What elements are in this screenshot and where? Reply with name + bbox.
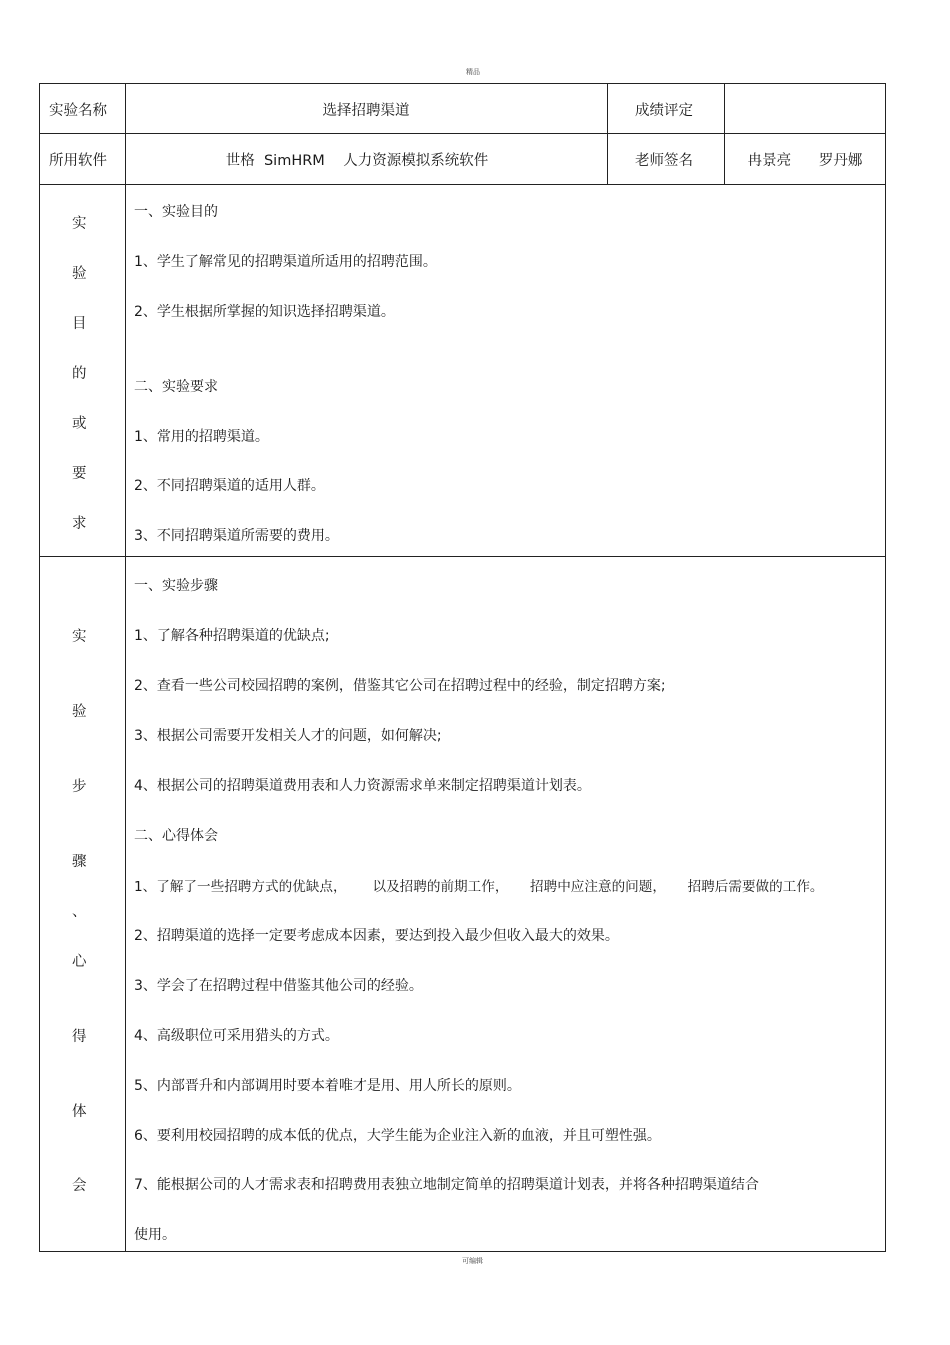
section2-line: 7、能根据公司的人才需求表和招聘费用表独立地制定简单的招聘渠道计划表，并将各种招聘渠道结合 [134, 1177, 759, 1193]
experiment-name-value: 选择招聘渠道 [322, 103, 410, 119]
teacher-signature-label: 老师签名 [635, 153, 693, 169]
section2-line: 1、了解了一些招聘方式的优缺点， 以及招聘的前期工作， 招聘中应注意的问题， 招聘后需要做的工作。 [134, 879, 824, 895]
section2-line: 4、高级职位可采用猎头的方式。 [134, 1028, 339, 1044]
column-divider [125, 83, 126, 1252]
section2-side-char: 得 [72, 1029, 87, 1045]
software-label: 所用软件 [49, 153, 107, 169]
section1-heading: 一、实验目的 [134, 204, 218, 220]
section2-side-char: 体 [72, 1104, 87, 1120]
section1-side-char: 求 [72, 516, 87, 532]
section1-line: 2、不同招聘渠道的适用人群。 [134, 478, 325, 494]
section1-side-char: 或 [72, 416, 87, 432]
section2-line: 3、学会了在招聘过程中借鉴其他公司的经验。 [134, 978, 423, 994]
section2-line: 6、要利用校园招聘的成本低的优点，大学生能为企业注入新的血液，并且可塑性强。 [134, 1128, 661, 1144]
section1-line: 2、学生根据所掌握的知识选择招聘渠道。 [134, 304, 395, 320]
section1-heading: 二、实验要求 [134, 379, 218, 395]
section2-side-char: 实 [72, 629, 87, 645]
section2-line: 2、查看一些公司校园招聘的案例，借鉴其它公司在招聘过程中的经验，制定招聘方案; [134, 678, 666, 694]
section1-side-char: 实 [72, 216, 87, 232]
section2-line: 1、了解各种招聘渠道的优缺点; [134, 628, 330, 644]
software-value: 世格 SimHRM 人力资源模拟系统软件 [225, 153, 489, 169]
experiment-name-label: 实验名称 [49, 103, 107, 119]
section2-side-char: 验 [72, 704, 87, 720]
section1-side-char: 要 [72, 466, 87, 482]
section2-line: 5、内部晋升和内部调用时要本着唯才是用、用人所长的原则。 [134, 1078, 521, 1094]
section2-line: 2、招聘渠道的选择一定要考虑成本因素，要达到投入最少但收入最大的效果。 [134, 928, 619, 944]
section2-side-char: 骤 [72, 854, 87, 870]
row-divider [39, 184, 886, 185]
row-divider [39, 556, 886, 557]
section1-line: 1、常用的招聘渠道。 [134, 429, 269, 445]
section2-line: 使用。 [134, 1227, 176, 1243]
column-divider [724, 83, 725, 184]
section2-side-char: 步 [72, 779, 87, 795]
section2-line: 3、根据公司需要开发相关人才的问题，如何解决; [134, 728, 442, 744]
section2-heading: 一、实验步骤 [134, 578, 218, 594]
header-watermark: 精品 [466, 68, 480, 76]
section1-line: 3、不同招聘渠道所需要的费用。 [134, 528, 339, 544]
section2-side-char: 心 [72, 954, 87, 970]
section1-side-char: 目 [72, 316, 87, 332]
section1-line: 1、学生了解常见的招聘渠道所适用的招聘范围。 [134, 254, 437, 270]
section1-side-char: 的 [72, 366, 87, 382]
footer-watermark: 可编辑 [462, 1257, 483, 1265]
section2-heading: 二、心得体会 [134, 828, 218, 844]
row-divider [39, 133, 886, 134]
section2-side-char: 、 [72, 904, 87, 920]
section2-line: 4、根据公司的招聘渠道费用表和人力资源需求单来制定招聘渠道计划表。 [134, 778, 591, 794]
section2-side-char: 会 [72, 1178, 87, 1194]
section1-side-char: 验 [72, 266, 87, 282]
column-divider [607, 83, 608, 184]
teacher-signature-value: 冉景亮 罗丹娜 [747, 153, 863, 169]
grade-label: 成绩评定 [635, 103, 693, 119]
